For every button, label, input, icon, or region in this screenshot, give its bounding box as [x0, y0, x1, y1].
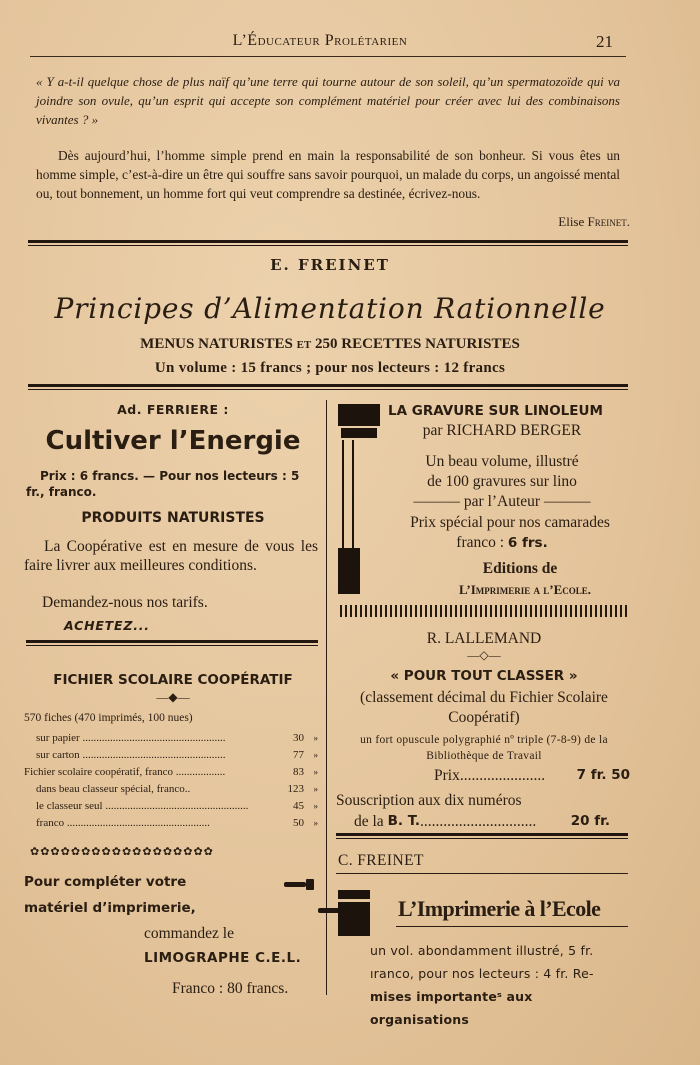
page-number: 21 — [596, 32, 613, 51]
fichier-row-unit: » — [313, 784, 318, 794]
produits-heading: PRODUITS NATURISTES — [81, 510, 265, 526]
book-title: Principes d’Alimentation Rationnelle — [54, 292, 606, 325]
fichier-row-value: 45 — [293, 800, 304, 812]
limographe-price: Franco : 80 francs. — [172, 980, 289, 997]
left-rule-1 — [26, 640, 318, 646]
gravure-desc-line-1: Un beau volume, illustré — [425, 453, 579, 470]
classer-price-label: Prix — [434, 767, 460, 784]
completer-line-2: matériel d’imprimerie, — [24, 900, 196, 916]
fichier-row-value: 50 — [293, 817, 304, 829]
fichier-divider-ornament: —◆— — [156, 690, 190, 704]
imprimerie-desc-line-3: mises importanteˢ aux organisations — [370, 989, 533, 1027]
souscription-prefix: de la — [354, 813, 384, 830]
ferriere-author: Ad. FERRIERE : — [117, 402, 229, 417]
commandez-text: commandez le — [144, 925, 234, 942]
bar-ornament-rule — [340, 605, 628, 617]
classer-price-value: 7 fr. 50 — [576, 767, 630, 783]
book-author: E. FREINET — [270, 256, 390, 274]
appeal-paragraph: Dès aujourd’hui, l’homme simple prend en main la responsabilité de son bonheur. Si vous êtes un homme simple, c’est-à-dire un être qui souffre sans savoir pourquoi, un malade du corps, un angoissé mental ou, tout bonnement, un homme fort qui veut comprendre sa destinée, écrivez-nous. — [36, 148, 620, 201]
gravure-price-value: 6 frs. — [507, 535, 548, 551]
section-rule-mid — [28, 384, 628, 390]
fichier-row-label: dans beau classeur spécial, franco.. — [36, 783, 191, 795]
right-rule-1 — [336, 833, 628, 839]
pillar-base-decoration — [338, 548, 360, 594]
achetez-text: ACHETEZ... — [64, 618, 150, 633]
signature-last-name: Freinet. — [587, 214, 630, 229]
gravure-desc-line-3: ——— par l’Auteur ——— — [413, 493, 591, 510]
fichier-row-label: sur carton .................................................... — [36, 749, 226, 761]
ferriere-title: Cultiver l’Energie — [45, 426, 301, 456]
fichier-row-unit: » — [313, 767, 318, 777]
gravure-price-line-1: Prix spécial pour nos camarades — [410, 514, 610, 531]
gravure-desc-line-2: de 100 gravures sur lino — [427, 473, 577, 490]
fichier-row-unit: » — [313, 750, 318, 760]
imprimerie-title: L’Imprimerie à l’Ecole — [398, 896, 601, 921]
fichier-row — [24, 764, 318, 781]
completer-line-1: Pour compléter votre — [24, 874, 187, 890]
book-price: Un volume : 15 francs ; pour nos lecteurs : 12 francs — [154, 360, 506, 376]
souscription-price: 20 fr. — [570, 813, 610, 829]
header-rule — [30, 56, 626, 57]
classer-title: « POUR TOUT CLASSER » — [390, 668, 578, 684]
book-subtitle-and: ET — [296, 339, 312, 351]
fichier-row — [24, 730, 318, 747]
floral-ornament-row: ✿✿✿✿✿✿✿✿✿✿✿✿✿✿✿✿✿✿ — [30, 846, 214, 855]
fichier-row-value: 30 — [293, 732, 304, 744]
gravure-author: par RICHARD BERGER — [422, 422, 582, 439]
imprimerie-desc-line-1: un vol. abondamment illustré, 5 fr. — [370, 943, 594, 958]
fichier-row — [24, 747, 318, 764]
editions-line-1: Editions de — [482, 560, 558, 577]
souscription-line-2: de la B. T. .............................. 20 fr. — [354, 813, 610, 830]
section-rule-top — [28, 240, 628, 246]
souscription-line-1: Souscription aux dix numéros — [336, 792, 522, 809]
imprimerie-desc-line-2: ıranco, pour nos lecteurs : 4 fr. Re- — [370, 966, 594, 981]
fichier-row-label: sur papier .................................................... — [36, 732, 226, 744]
imprimerie-block-decoration — [338, 890, 370, 899]
ferriere-price: Prix : 6 francs. — Pour nos lecteurs : 5 fr., franco. — [26, 469, 300, 499]
fichier-row-label: Fichier scolaire coopératif, franco .................. — [24, 766, 226, 778]
classer-description: (classement décimal du Fichier Scolaire Coopératif) — [360, 689, 608, 726]
gravure-title: LA GRAVURE SUR LINOLEUM — [388, 403, 603, 419]
gravure-description — [380, 452, 624, 512]
classer-price-line: Prix ...................... 7 fr. 50 — [434, 767, 630, 784]
fichier-heading: FICHIER SCOLAIRE COOPÉRATIF — [53, 672, 293, 688]
pointing-hand-icon — [284, 878, 314, 890]
cfreinet-author: C. FREINET — [338, 852, 424, 869]
signature — [480, 214, 630, 230]
limographe-text: LIMOGRAPHE C.E.L. — [144, 950, 302, 966]
journal-title: L’Éducateur Prolétarien — [232, 32, 408, 49]
demandez-text: Demandez-nous nos tarifs. — [42, 594, 208, 611]
fichier-row — [24, 798, 318, 815]
gravure-desc-author: par l’Auteur — [463, 493, 541, 510]
fichier-row-unit: » — [313, 818, 318, 828]
editions-line-2: L’Imprimerie a l’Ecole. — [458, 582, 592, 597]
gravure-price-line-2 — [380, 534, 624, 552]
lallemand-author: R. LALLEMAND — [426, 630, 542, 647]
fichier-row-value: 83 — [293, 766, 304, 778]
fichier-row-unit: » — [313, 733, 318, 743]
quote-text: « Y a-t-il quelque chose de plus naïf qu’une terre qui tourne autour de son soleil, qu’un spermatozoïde qui va joindre son ovule, qu’un esprit qui accepte son complément matériel pour créer avec lui des combinaisons vivantes ? » — [36, 74, 620, 127]
right-rule-2 — [336, 873, 628, 874]
pillar-capital-decoration — [338, 404, 380, 426]
fichier-row-label: le classeur seul .................................................... — [36, 800, 249, 812]
imprimerie-title-underline — [396, 926, 628, 927]
fichier-row — [24, 815, 318, 832]
gravure-price-label: franco : — [456, 534, 508, 551]
pillar-capital-decoration — [341, 428, 377, 438]
fichier-row — [24, 781, 318, 798]
fichier-row-unit: » — [313, 801, 318, 811]
fichier-row-value: 77 — [293, 749, 304, 761]
signature-first-name: Elise — [558, 214, 585, 229]
book-subtitle-part1: MENUS NATURISTES — [140, 336, 293, 352]
fichier-price-list — [24, 730, 318, 832]
fichier-intro: 570 fiches (470 imprimés, 100 nues) — [24, 712, 193, 724]
imprimerie-block-decoration — [338, 902, 370, 936]
lallemand-divider-ornament: —◇— — [467, 648, 501, 662]
produits-text: La Coopérative est en mesure de vous les faire livrer aux meilleures conditions. — [24, 538, 318, 574]
imprimerie-description — [370, 939, 632, 1031]
fichier-row-value: 123 — [287, 783, 304, 795]
fichier-row-label: franco .................................................... — [36, 817, 210, 829]
book-subtitle-part2: 250 RECETTES NATURISTES — [315, 336, 520, 352]
souscription-bt: B. T. — [387, 813, 420, 829]
book-subtitle — [0, 336, 660, 353]
opuscule-text: un fort opuscule polygraphié nº triple (7-8-9) de la Bibliothèque de Travail — [360, 734, 608, 762]
